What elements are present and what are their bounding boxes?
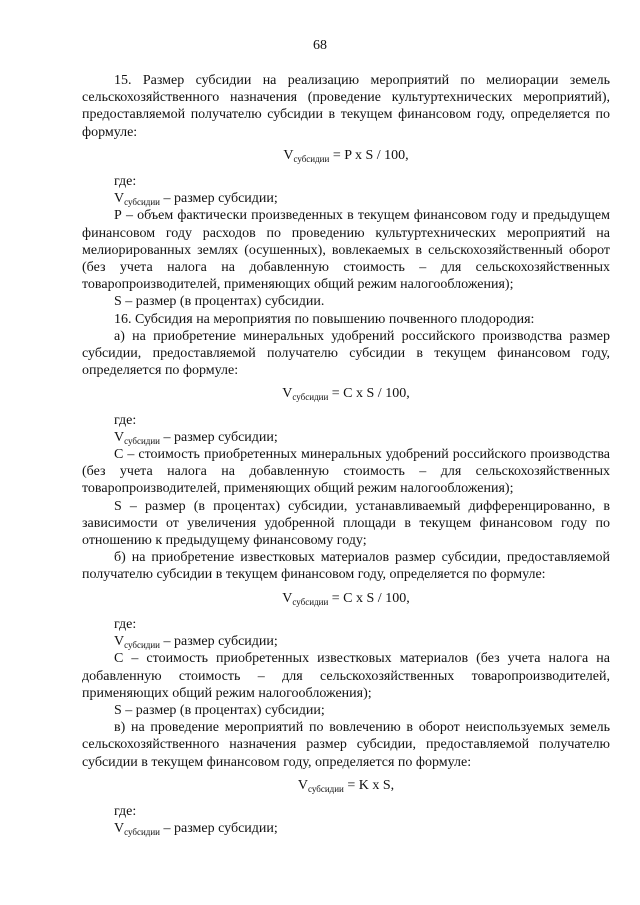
formula-2: $V_{субсидии} = С$ x S / 100, bbox=[282, 386, 410, 403]
paragraph-15: 15. Размер субсидии на реализацию мероприятий по мелиорации земель сельскохозяйственного назначения (проведение культуртехнических мероприятий), предоставляемой получателю субсидии в текущем финансовом году, определяется по формуле: bbox=[82, 73, 610, 140]
definition-s: S – размер (в процентах) субсидии; bbox=[114, 702, 325, 718]
formula-4: $V_{субсидии} = K$ x S, bbox=[297, 777, 395, 794]
where-label: где: bbox=[114, 412, 137, 428]
where-label: где: bbox=[114, 616, 137, 632]
definition-s: S – размер (в процентах) субсидии, устанавливаемый дифференцированно, в зависимости от увеличения удобренной площади в текущем финансовом году по отношению к предыдущему финансовому году; bbox=[82, 498, 610, 549]
where-label: где: bbox=[114, 174, 137, 190]
definition-p: Р – объем фактически произведенных в текущем финансовом году и предыдущем финансовом году расходов по проведению культуртехнических мероприятий на мелиорированных землях (осушенных), вовлекаемых в сельскохозяйственный оборот (без учета налога на добавленную стоимость – для сельскохозяйственных товаропроизводителей, применяющих общий режим налогообложения); bbox=[82, 208, 610, 293]
formula-3: $V_{субсидии} = С$ x S / 100, bbox=[282, 590, 410, 607]
definition-c: С – стоимость приобретенных минеральных удобрений российского производства (без учета налога на добавленную стоимость – для сельскохозяйственных товаропроизводителей, применяющих общий режим налогообложения); bbox=[82, 447, 610, 497]
definition-v: $V_{субсидии}$ – размер субсидии; bbox=[114, 429, 278, 446]
where-label: где: bbox=[114, 803, 137, 819]
paragraph-16: 16. Субсидия на мероприятия по повышению почвенного плодородия: bbox=[114, 311, 535, 327]
formula-1: $V_{субсидии} = P$ x S / 100, bbox=[283, 147, 409, 164]
paragraph-16a: а) на приобретение минеральных удобрений российского производства размер субсидии, предоставляемой получателю субсидии в текущем финансовом году, определяется по формуле: bbox=[82, 328, 610, 379]
page-number: 68 bbox=[313, 38, 327, 53]
definition-v: $V_{субсидии}$ – размер субсидии; bbox=[114, 191, 278, 208]
definition-c: С – стоимость приобретенных известковых материалов (без учета налога на добавленную стоимость – для сельскохозяйственных товаропроизводителей, применяющих общий режим налогообложения); bbox=[82, 651, 610, 701]
document-body bbox=[82, 72, 610, 837]
paragraph-16c: в) на проведение мероприятий по вовлечению в оборот неиспользуемых земель сельскохозяйственного назначения размер субсидии, предоставляемой получателю субсидии в текущем финансовом году, определяется по формуле: bbox=[82, 720, 610, 770]
definition-v: $V_{субсидии}$ – размер субсидии; bbox=[114, 634, 278, 651]
paragraph-16b: б) на приобретение известковых материалов размер субсидии, предоставляемой получателю субсидии в текущем финансовом году, определяется по формуле: bbox=[82, 550, 610, 583]
definition-s: S – размер (в процентах) субсидии. bbox=[114, 294, 325, 310]
definition-v: $V_{субсидии}$ – размер субсидии; bbox=[114, 821, 278, 838]
